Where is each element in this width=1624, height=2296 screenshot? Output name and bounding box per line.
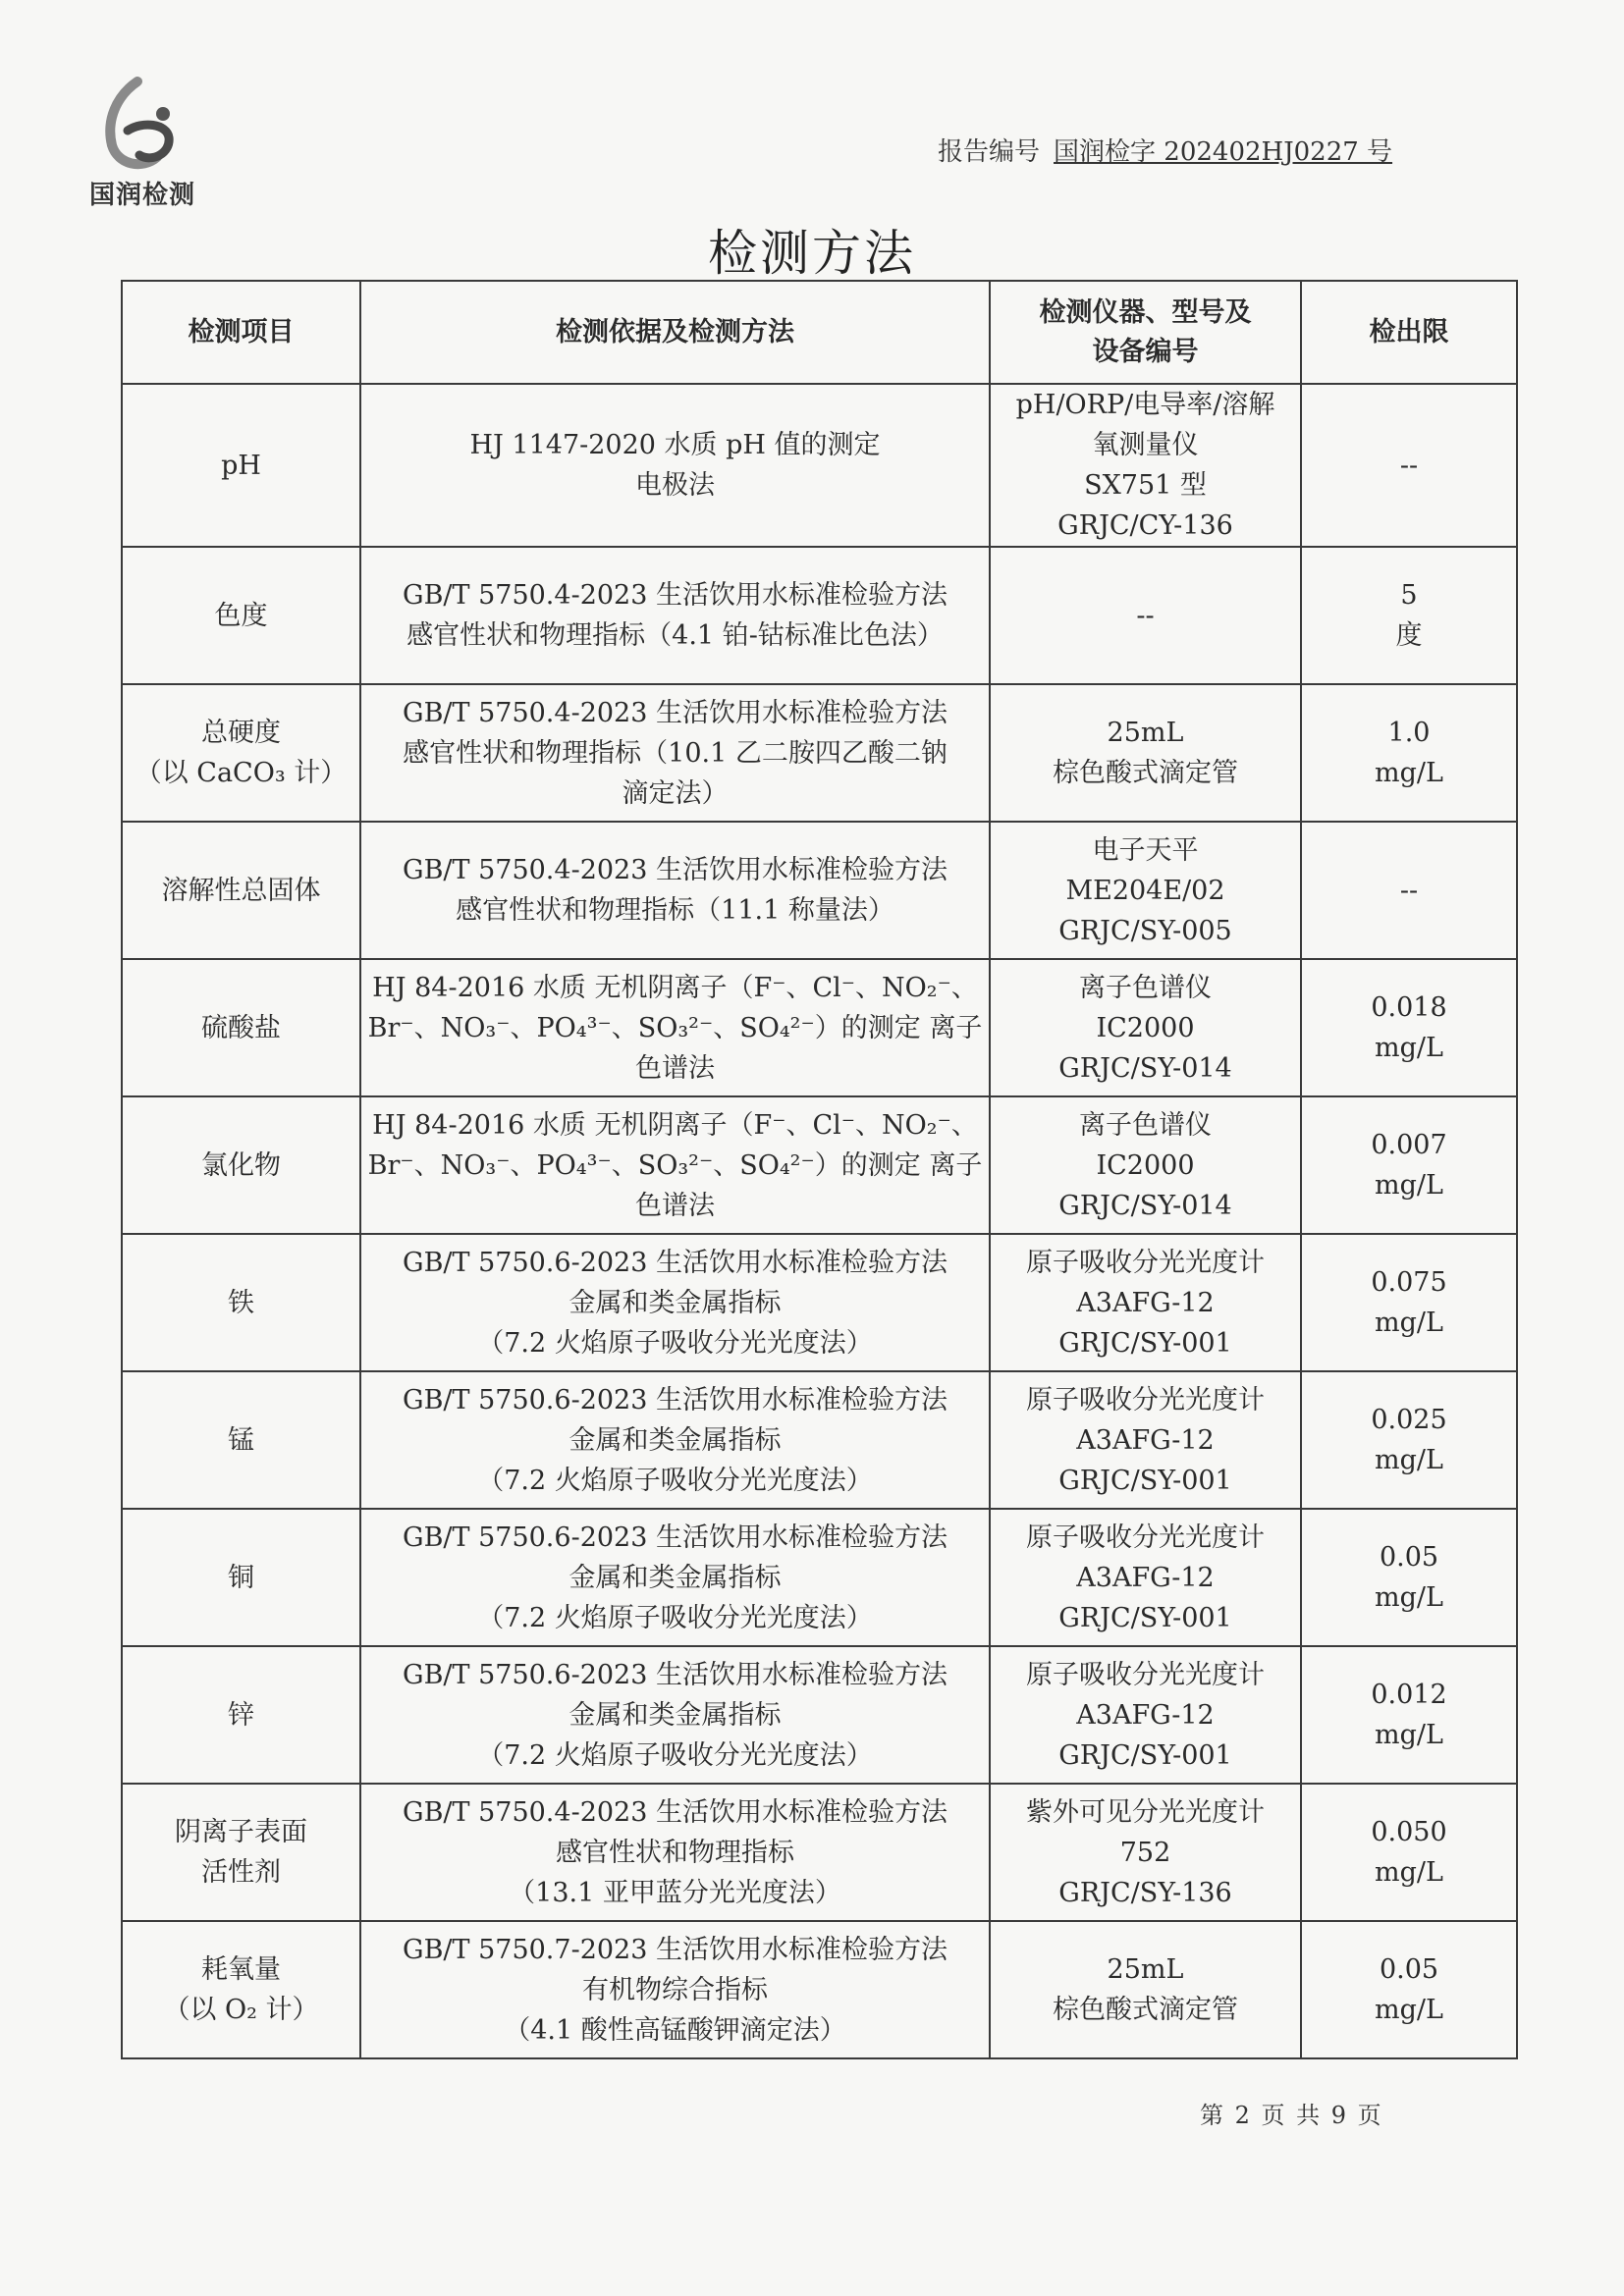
header-limit: 检出限 bbox=[1301, 281, 1517, 384]
cell-method: GB/T 5750.4-2023 生活饮用水标准检验方法 感官性状和物理指标（11.1 称量法） bbox=[360, 822, 990, 959]
cell-instrument: 离子色谱仪 IC2000 GRJC/SY-014 bbox=[990, 1096, 1301, 1234]
cell-item: 总硬度 （以 CaCO₃ 计） bbox=[122, 684, 360, 822]
report-number-value: 国润检字 202402HJ0227 号 bbox=[1054, 137, 1393, 167]
table-header-row bbox=[122, 281, 1517, 384]
table-row bbox=[122, 1096, 1517, 1234]
cell-item: pH bbox=[122, 384, 360, 547]
cell-method: GB/T 5750.6-2023 生活饮用水标准检验方法 金属和类金属指标 （7.2 火焰原子吸收分光光度法） bbox=[360, 1371, 990, 1509]
cell-instrument: pH/ORP/电导率/溶解 氧测量仪 SX751 型 GRJC/CY-136 bbox=[990, 384, 1301, 547]
cell-limit: 0.018 mg/L bbox=[1301, 959, 1517, 1096]
header-method: 检测依据及检测方法 bbox=[360, 281, 990, 384]
cell-limit: -- bbox=[1301, 822, 1517, 959]
cell-method: GB/T 5750.4-2023 生活饮用水标准检验方法 感官性状和物理指标（10.1 乙二胺四乙酸二钠 滴定法） bbox=[360, 684, 990, 822]
cell-limit: 0.05 mg/L bbox=[1301, 1509, 1517, 1646]
cell-limit: 5 度 bbox=[1301, 547, 1517, 684]
table-row bbox=[122, 1234, 1517, 1371]
cell-item: 铁 bbox=[122, 1234, 360, 1371]
cell-item: 铜 bbox=[122, 1509, 360, 1646]
cell-instrument: 原子吸收分光光度计 A3AFG-12 GRJC/SY-001 bbox=[990, 1646, 1301, 1784]
cell-method: HJ 84-2016 水质 无机阴离子（F⁻、Cl⁻、NO₂⁻、 Br⁻、NO₃⁻、PO₄³⁻、SO₃²⁻、SO₄²⁻）的测定 离子 色谱法 bbox=[360, 1096, 990, 1234]
table-row bbox=[122, 1646, 1517, 1784]
report-number bbox=[938, 132, 1392, 168]
cell-limit: 0.050 mg/L bbox=[1301, 1784, 1517, 1921]
cell-limit: 0.012 mg/L bbox=[1301, 1646, 1517, 1784]
cell-method: GB/T 5750.7-2023 生活饮用水标准检验方法 有机物综合指标 （4.1 酸性高锰酸钾滴定法） bbox=[360, 1921, 990, 2058]
cell-instrument: 原子吸收分光光度计 A3AFG-12 GRJC/SY-001 bbox=[990, 1234, 1301, 1371]
table-row bbox=[122, 1921, 1517, 2058]
cell-item: 耗氧量 （以 O₂ 计） bbox=[122, 1921, 360, 2058]
cell-item: 氯化物 bbox=[122, 1096, 360, 1234]
cell-instrument: 电子天平 ME204E/02 GRJC/SY-005 bbox=[990, 822, 1301, 959]
report-number-label: 报告编号 bbox=[938, 137, 1041, 167]
company-logo bbox=[79, 77, 206, 214]
cell-method: GB/T 5750.4-2023 生活饮用水标准检验方法 感官性状和物理指标 （13.1 亚甲蓝分光光度法） bbox=[360, 1784, 990, 1921]
cell-item: 硫酸盐 bbox=[122, 959, 360, 1096]
cell-instrument: 原子吸收分光光度计 A3AFG-12 GRJC/SY-001 bbox=[990, 1371, 1301, 1509]
table-row bbox=[122, 384, 1517, 547]
logo-mark-icon bbox=[98, 77, 187, 175]
cell-item: 溶解性总固体 bbox=[122, 822, 360, 959]
method-table bbox=[121, 280, 1518, 2059]
cell-method: HJ 84-2016 水质 无机阴离子（F⁻、Cl⁻、NO₂⁻、 Br⁻、NO₃⁻、PO₄³⁻、SO₃²⁻、SO₄²⁻）的测定 离子 色谱法 bbox=[360, 959, 990, 1096]
cell-limit: 1.0 mg/L bbox=[1301, 684, 1517, 822]
table-row bbox=[122, 1509, 1517, 1646]
table-row bbox=[122, 684, 1517, 822]
cell-method: GB/T 5750.6-2023 生活饮用水标准检验方法 金属和类金属指标 （7.2 火焰原子吸收分光光度法） bbox=[360, 1646, 990, 1784]
cell-item: 阴离子表面 活性剂 bbox=[122, 1784, 360, 1921]
table-row bbox=[122, 822, 1517, 959]
logo-text: 国润检测 bbox=[88, 181, 195, 210]
table-row bbox=[122, 959, 1517, 1096]
cell-method: HJ 1147-2020 水质 pH 值的测定 电极法 bbox=[360, 384, 990, 547]
page-title: 检测方法 bbox=[708, 225, 916, 282]
cell-item: 色度 bbox=[122, 547, 360, 684]
table-row bbox=[122, 1371, 1517, 1509]
cell-instrument: 原子吸收分光光度计 A3AFG-12 GRJC/SY-001 bbox=[990, 1509, 1301, 1646]
cell-method: GB/T 5750.6-2023 生活饮用水标准检验方法 金属和类金属指标 （7.2 火焰原子吸收分光光度法） bbox=[360, 1234, 990, 1371]
cell-item: 锌 bbox=[122, 1646, 360, 1784]
header-instrument: 检测仪器、型号及 设备编号 bbox=[990, 281, 1301, 384]
cell-limit: 0.025 mg/L bbox=[1301, 1371, 1517, 1509]
cell-limit: -- bbox=[1301, 384, 1517, 547]
cell-instrument: 25mL 棕色酸式滴定管 bbox=[990, 1921, 1301, 2058]
cell-limit: 0.007 mg/L bbox=[1301, 1096, 1517, 1234]
cell-instrument: 离子色谱仪 IC2000 GRJC/SY-014 bbox=[990, 959, 1301, 1096]
table-row bbox=[122, 547, 1517, 684]
header-item: 检测项目 bbox=[122, 281, 360, 384]
cell-method: GB/T 5750.4-2023 生活饮用水标准检验方法 感官性状和物理指标（4.1 铂-钴标准比色法） bbox=[360, 547, 990, 684]
cell-instrument: -- bbox=[990, 547, 1301, 684]
cell-limit: 0.05 mg/L bbox=[1301, 1921, 1517, 2058]
cell-instrument: 紫外可见分光光度计 752 GRJC/SY-136 bbox=[990, 1784, 1301, 1921]
table-row bbox=[122, 1784, 1517, 1921]
cell-instrument: 25mL 棕色酸式滴定管 bbox=[990, 684, 1301, 822]
page-number: 第 2 页 共 9 页 bbox=[1200, 2102, 1381, 2129]
cell-limit: 0.075 mg/L bbox=[1301, 1234, 1517, 1371]
cell-item: 锰 bbox=[122, 1371, 360, 1509]
cell-method: GB/T 5750.6-2023 生活饮用水标准检验方法 金属和类金属指标 （7.2 火焰原子吸收分光光度法） bbox=[360, 1509, 990, 1646]
